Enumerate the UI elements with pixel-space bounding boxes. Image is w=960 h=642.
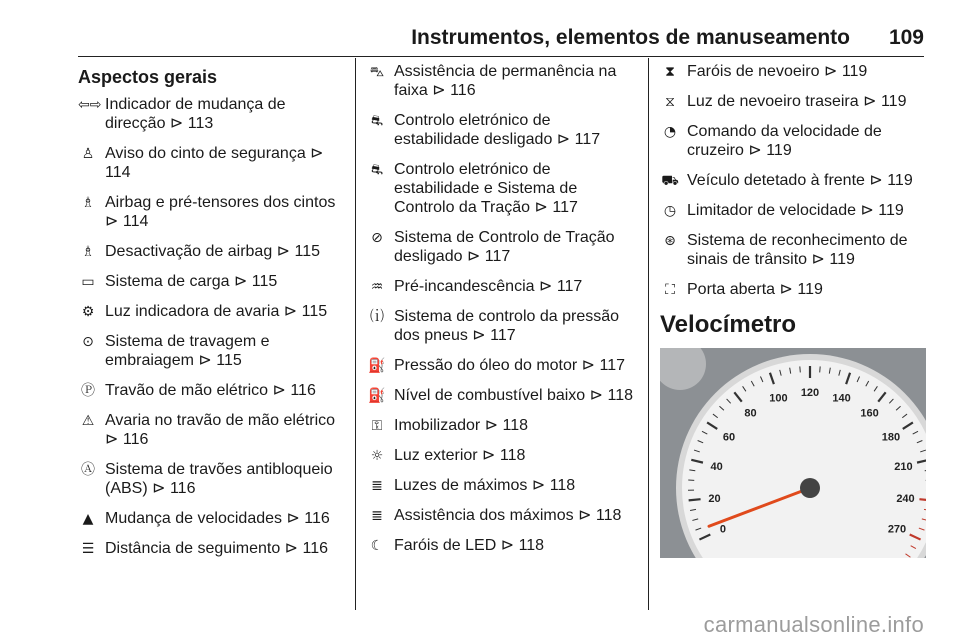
- immobilizer-icon: ⚿: [371, 418, 383, 434]
- item-text: Imobilizador ⊳ 118: [394, 417, 529, 434]
- item-text: Luz indicadora de avaria ⊳ 115: [105, 303, 328, 320]
- item-text: Luz de nevoeiro traseira ⊳ 119: [687, 93, 907, 110]
- list-item: [660, 201, 926, 220]
- list-item: [660, 231, 926, 269]
- list-item: [367, 536, 635, 555]
- item-text: Airbag e pré-tensores dos cintos ⊳ 114: [105, 194, 336, 230]
- item-text: Aviso do cinto de segurança ⊳ 114: [105, 145, 324, 181]
- column-3: [660, 62, 926, 558]
- list-item: [660, 62, 926, 81]
- gauge-tick: [689, 499, 701, 500]
- gauge-scale-label: 60: [722, 431, 736, 444]
- glow-plug-icon: ♒: [370, 279, 384, 295]
- item-text: Indicador de mudança de direcção ⊳ 113: [105, 96, 286, 132]
- fuel-low-icon: ⛽: [368, 388, 386, 404]
- front-fog-light-icon: ⧗: [665, 64, 675, 80]
- lane-assist-icon: ⛍: [369, 64, 385, 80]
- item-text: Sistema de carga ⊳ 115: [105, 273, 278, 290]
- item-text: Avaria no travão de mão elétrico ⊳ 116: [105, 412, 336, 448]
- gauge-scale-label: 140: [832, 392, 851, 405]
- watermark: carmanualsonline.info: [703, 612, 924, 637]
- header-rule: [78, 56, 924, 57]
- list-item: [78, 539, 346, 558]
- item-text: Distância de seguimento ⊳ 116: [105, 540, 329, 557]
- list-item: [660, 171, 926, 190]
- gauge-tick: [820, 366, 821, 372]
- gauge-scale-label: 240: [896, 492, 915, 505]
- list-item: [78, 242, 346, 261]
- esc-off-icon: ⛐: [370, 113, 384, 129]
- seat-belt-icon: ♙: [81, 146, 95, 162]
- list-item: [78, 302, 346, 321]
- oil-pressure-icon: ⛽: [368, 358, 386, 374]
- list-item: [78, 460, 346, 498]
- item-text: Porta aberta ⊳ 119: [687, 281, 823, 298]
- item-text: Sistema de travões antibloqueio (ABS) ⊳ 116: [105, 461, 333, 497]
- list-item: [367, 307, 635, 345]
- gauge-scale-label: 20: [708, 492, 721, 505]
- col2-item-list: [367, 62, 635, 555]
- vehicle-ahead-icon: ⛟: [661, 173, 679, 189]
- speed-limiter-icon: ◷: [663, 203, 677, 219]
- list-item: [78, 193, 346, 231]
- list-item: [367, 476, 635, 495]
- column-1: [78, 62, 346, 569]
- item-text: Assistência de permanência na faixa ⊳ 116: [394, 63, 617, 99]
- gauge-scale-label: 0: [719, 523, 727, 536]
- item-text: Sistema de reconhecimento de sinais de trânsito ⊳ 119: [687, 232, 908, 268]
- list-item: [367, 356, 635, 375]
- speedometer-heading: Velocímetro: [660, 311, 797, 338]
- traffic-sign-icon: ⊛: [664, 233, 676, 249]
- page-title: Instrumentos, elementos de manuseamento: [411, 26, 850, 49]
- list-item: [78, 272, 346, 291]
- gauge-scale-label: 270: [887, 523, 907, 536]
- list-item: [78, 411, 346, 449]
- item-text: Sistema de Controlo de Tração desligado ⊳ 117: [394, 229, 615, 265]
- item-text: Pré-incandescência ⊳ 117: [394, 278, 583, 295]
- exterior-light-icon: ☼: [370, 448, 384, 464]
- item-text: Luz exterior ⊳ 118: [394, 447, 526, 464]
- list-item: [367, 160, 635, 217]
- list-item: [78, 509, 346, 528]
- list-item: [367, 506, 635, 525]
- led-headlight-icon: ☾: [370, 538, 384, 554]
- list-item: [367, 386, 635, 405]
- gauge-scale-label: 80: [744, 407, 757, 420]
- speedometer-image: [660, 348, 926, 558]
- high-beam-assist-icon: ≣: [371, 508, 383, 524]
- list-item: [660, 92, 926, 111]
- gauge-scale-label: 180: [881, 431, 901, 444]
- list-item: [367, 446, 635, 465]
- gauge-hub: [800, 478, 820, 498]
- item-text: Nível de combustível baixo ⊳ 118: [394, 387, 634, 404]
- col1-item-list: [78, 95, 346, 558]
- page-number: 109: [888, 26, 924, 49]
- item-text: Pressão do óleo do motor ⊳ 117: [394, 357, 626, 374]
- col3-item-list: [660, 62, 926, 299]
- item-text: Comando da velocidade de cruzeiro ⊳ 119: [687, 123, 882, 159]
- list-item: [78, 95, 346, 133]
- item-text: Assistência dos máximos ⊳ 118: [394, 507, 622, 524]
- gear-shift-triangle-icon: ▲: [82, 511, 94, 527]
- list-item: [78, 332, 346, 370]
- list-item: [660, 280, 926, 299]
- gauge-scale-label: 160: [860, 407, 879, 420]
- turn-signal-icon: ⇦⇨: [78, 97, 102, 113]
- item-text: Desactivação de airbag ⊳ 115: [105, 243, 321, 260]
- list-item: [78, 381, 346, 400]
- gauge-scale-label: 120: [800, 387, 820, 399]
- parking-brake-fault-icon: ⚠: [81, 413, 95, 429]
- tire-pressure-icon: ⒤: [370, 309, 384, 325]
- list-item: [367, 62, 635, 100]
- column-2: [367, 62, 635, 566]
- following-distance-icon: ☰: [81, 541, 95, 557]
- item-text: Mudança de velocidades ⊳ 116: [105, 510, 330, 527]
- section-title: Aspectos gerais: [78, 67, 218, 87]
- battery-icon: ▭: [81, 274, 95, 290]
- item-text: Faróis de LED ⊳ 118: [394, 537, 545, 554]
- list-item: [367, 228, 635, 266]
- item-text: Controlo eletrónico de estabilidade desligado ⊳ 117: [394, 112, 601, 148]
- gauge-tick: [919, 499, 926, 500]
- brake-system-icon: ⊙: [82, 334, 94, 350]
- item-text: Luzes de máximos ⊳ 118: [394, 477, 576, 494]
- item-text: Sistema de travagem e embraiagem ⊳ 115: [105, 333, 270, 369]
- door-open-icon: ⛶: [665, 282, 675, 298]
- traction-control-off-icon: ⊘: [371, 230, 383, 246]
- gauge-scale-label: 40: [710, 460, 723, 473]
- high-beam-icon: ≣: [371, 478, 383, 494]
- engine-icon: ⚙: [81, 304, 95, 320]
- column-divider-1: [355, 58, 356, 610]
- column-divider-2: [648, 58, 649, 610]
- gauge-scale-label: 100: [769, 392, 788, 405]
- gauge-scale-label: 210: [894, 460, 913, 473]
- item-text: Veículo detetado à frente ⊳ 119: [687, 172, 913, 189]
- gauge-tick: [800, 366, 801, 372]
- airbag-off-icon: ♗: [81, 244, 95, 260]
- speedometer-gauge: [660, 348, 926, 558]
- list-item: [660, 122, 926, 160]
- airbag-icon: ♗: [81, 195, 95, 211]
- cruise-control-icon: ◔: [663, 124, 677, 140]
- rear-fog-light-icon: ⧖: [665, 94, 675, 110]
- item-text: Faróis de nevoeiro ⊳ 119: [687, 63, 868, 80]
- item-text: Limitador de velocidade ⊳ 119: [687, 202, 904, 219]
- abs-icon: Ⓐ: [81, 462, 95, 478]
- list-item: [367, 111, 635, 149]
- list-item: [367, 277, 635, 296]
- list-item: [367, 416, 635, 435]
- parking-brake-icon: Ⓟ: [81, 383, 95, 399]
- item-text: Controlo eletrónico de estabilidade e Sistema de Controlo da Tração ⊳ 117: [394, 161, 578, 216]
- page-header: [0, 0, 960, 54]
- esc-icon: ⛐: [370, 162, 384, 178]
- list-item: [78, 144, 346, 182]
- item-text: Sistema de controlo da pressão dos pneus ⊳ 117: [394, 308, 620, 344]
- item-text: Travão de mão elétrico ⊳ 116: [105, 382, 316, 399]
